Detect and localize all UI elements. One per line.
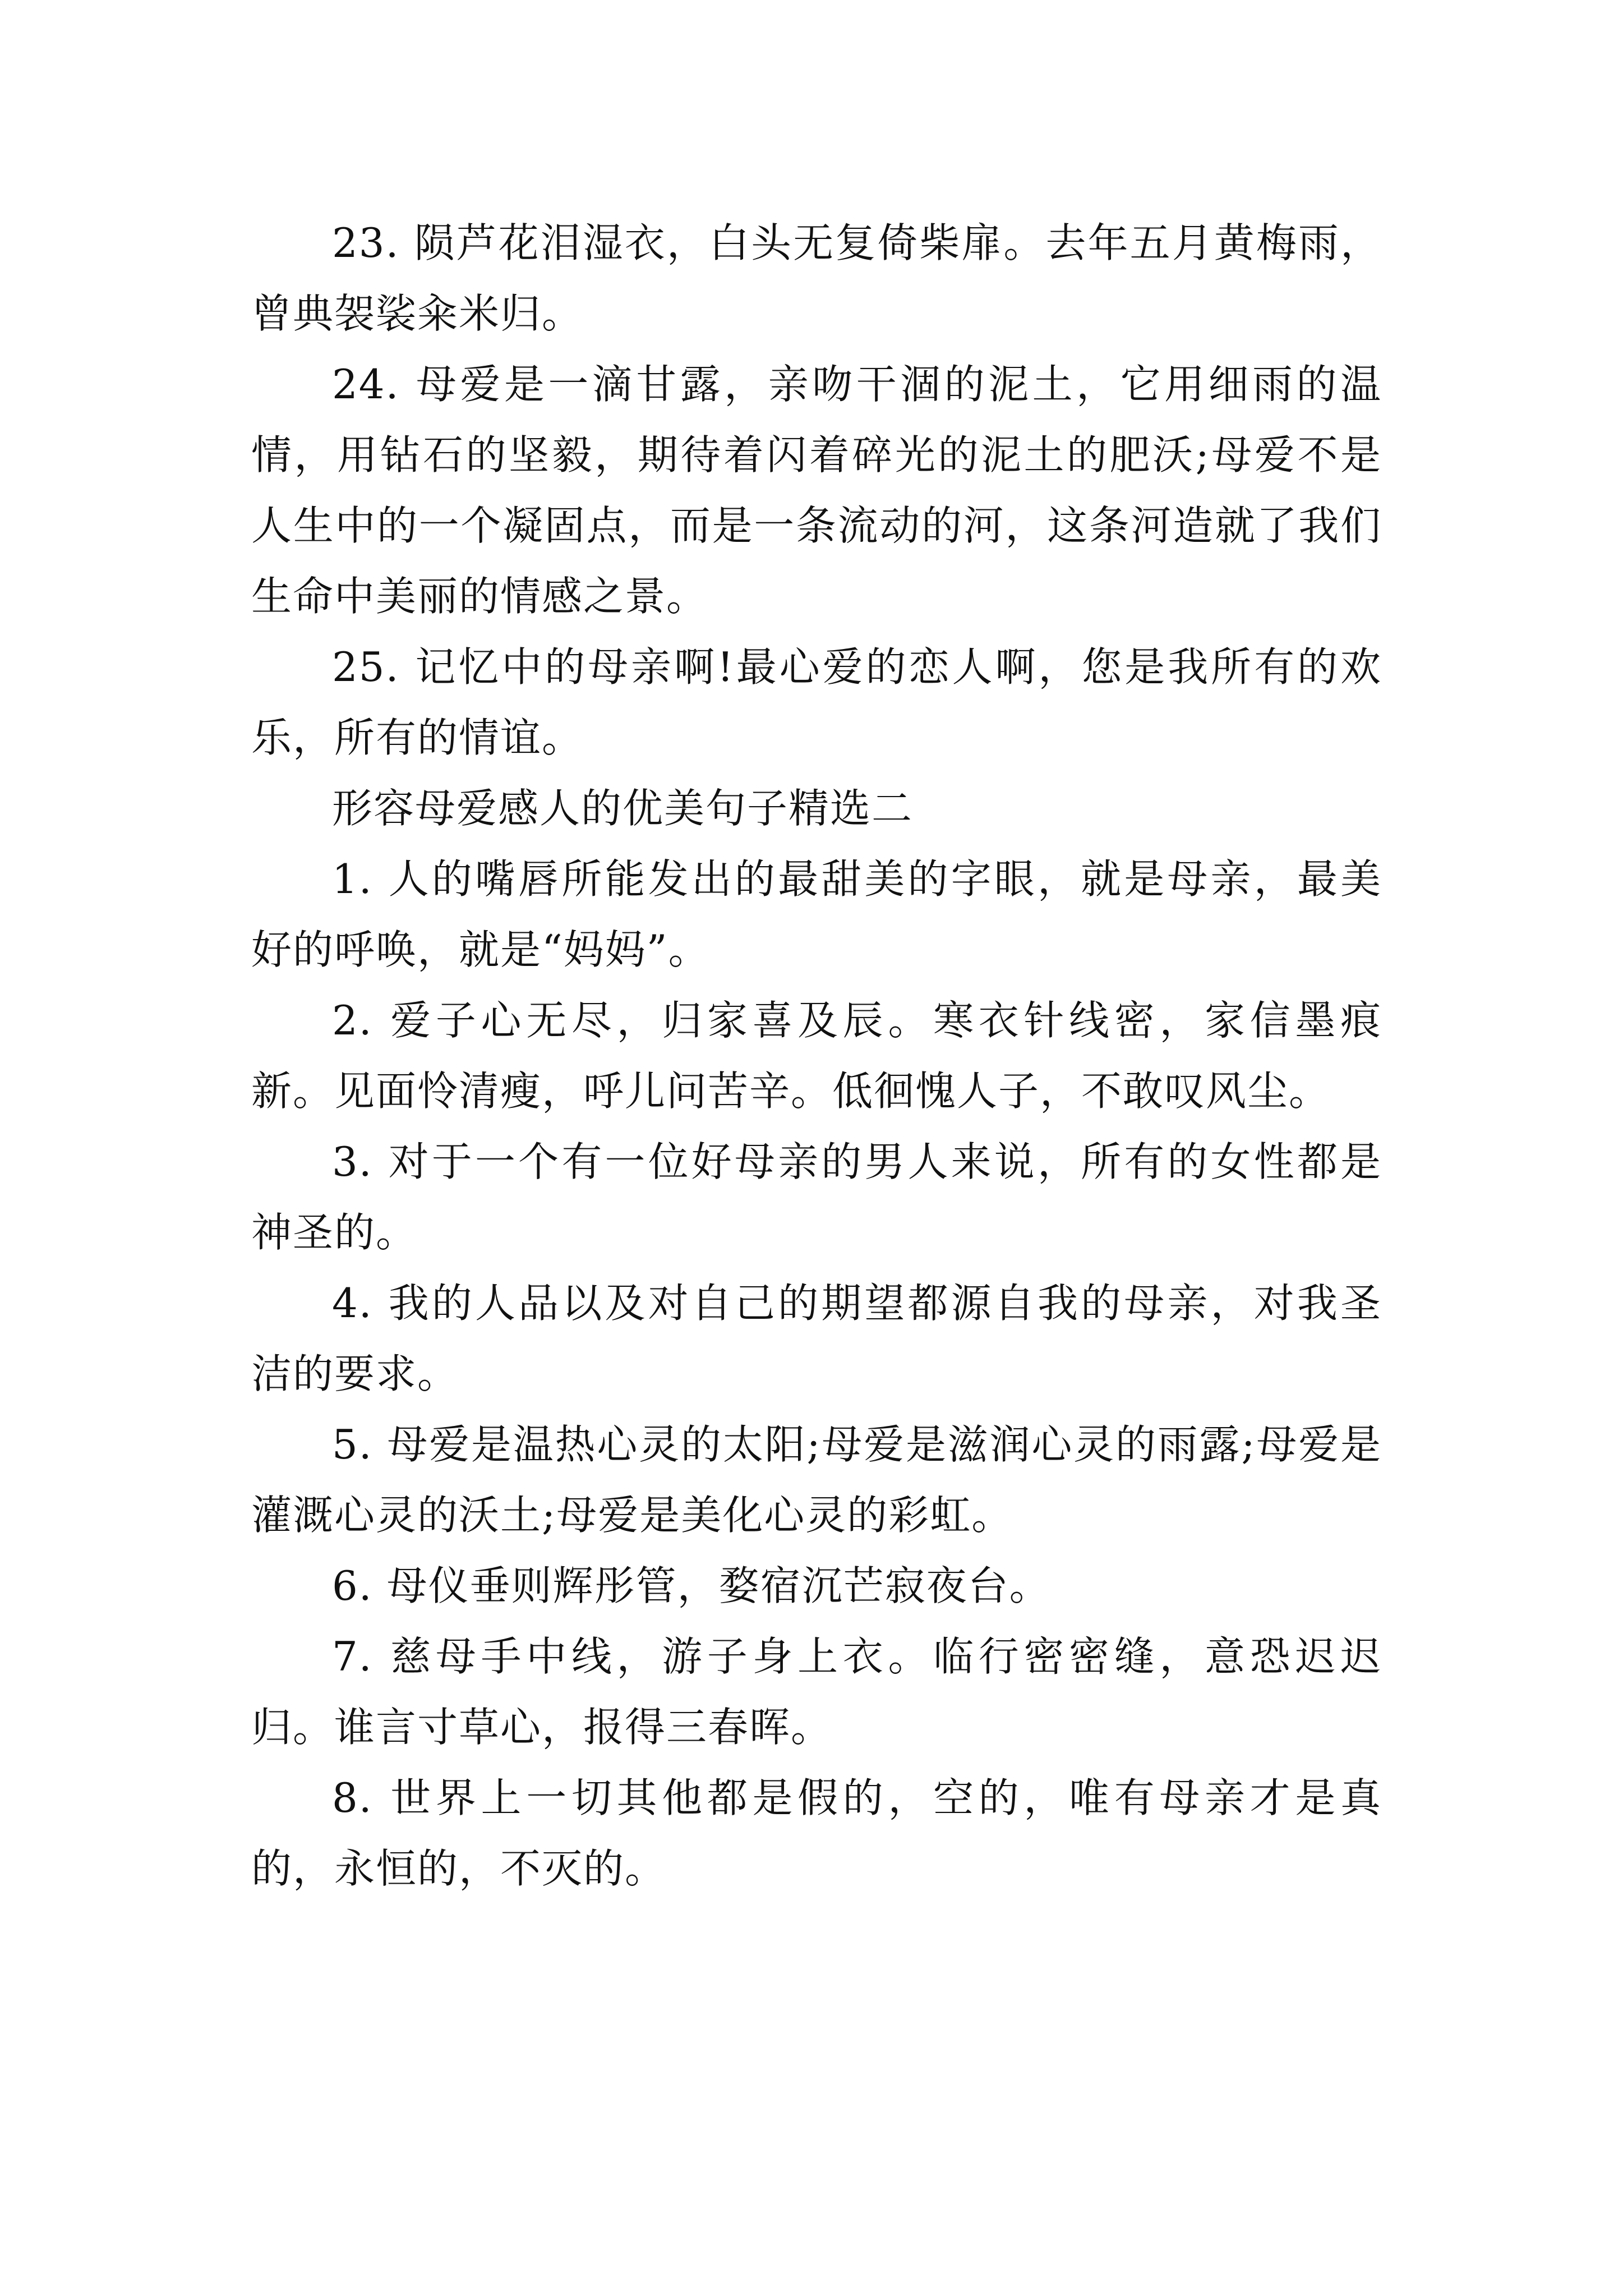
paragraph-item-24: 24. 母爱是一滴甘露，亲吻干涸的泥土，它用细雨的温情，用钻石的坚毅，期待着闪着碎光的泥土的肥沃;母爱不是人生中的一个凝固点，而是一条流动的河，这条河造就了我们生命中美丽的情感之景。 <box>251 361 1382 620</box>
document-page <box>251 208 1382 1904</box>
paragraph-item-1: 1. 人的嘴唇所能发出的最甜美的字眼，就是母亲，最美好的呼唤，就是“妈妈”。 <box>251 855 1382 973</box>
paragraph-item-3: 3. 对于一个有一位好母亲的男人来说，所有的女性都是神圣的。 <box>251 1138 1382 1256</box>
paragraph-item-5: 5. 母爱是温热心灵的太阳;母爱是滋润心灵的雨露;母爱是灌溉心灵的沃土;母爱是美化心灵的彩虹。 <box>251 1421 1382 1539</box>
section-heading: 形容母爱感人的优美句子精选二 <box>332 785 914 832</box>
paragraph-item-7: 7. 慈母手中线，游子身上衣。临行密密缝，意恐迟迟归。谁言寸草心，报得三春晖。 <box>251 1633 1382 1751</box>
paragraph-item-6: 6. 母仪垂则辉彤管，婺宿沉芒寂夜台。 <box>332 1562 1051 1609</box>
paragraph-item-25: 25. 记忆中的母亲啊!最心爱的恋人啊，您是我所有的欢乐，所有的情谊。 <box>251 643 1382 761</box>
paragraph-item-23: 23. 陨芦花泪湿衣，白头无复倚柴扉。去年五月黄梅雨，曾典袈裟籴米归。 <box>251 219 1382 337</box>
paragraph-item-4: 4. 我的人品以及对自己的期望都源自我的母亲，对我圣洁的要求。 <box>251 1280 1382 1397</box>
paragraph-item-2: 2. 爱子心无尽，归家喜及辰。寒衣针线密，家信墨痕新。见面怜清瘦，呼儿问苦辛。低徊愧人子，不敢叹风尘。 <box>251 997 1382 1115</box>
paragraph-item-8: 8. 世界上一切其他都是假的，空的，唯有母亲才是真的，永恒的，不灭的。 <box>251 1774 1382 1892</box>
